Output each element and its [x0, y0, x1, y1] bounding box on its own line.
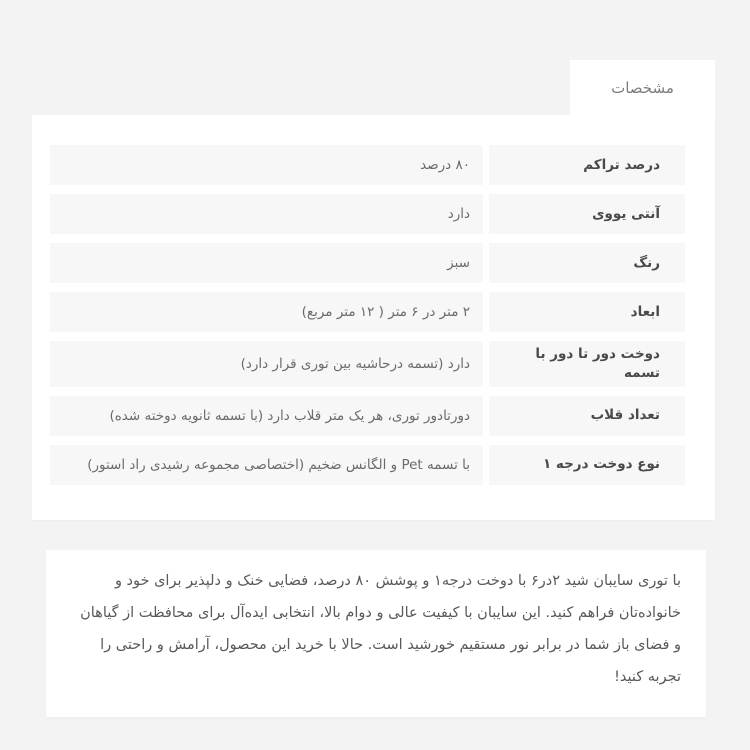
spec-label-dimensions: ابعاد: [489, 292, 685, 332]
spec-value-anti-uv: دارد: [50, 194, 483, 234]
product-description-text: با توری سایبان شید ۲در۶ با دوخت درجه۱ و پوشش ۸۰ درصد، فضایی خنک و دلپذیر برای خود و خانواده‌تان فراهم کنید. این سایبان با کیفیت عالی و دوام بالا، انتخابی ایده‌آل برای محافظت از گیاهان و فضای باز شما در برابر نور مستقیم خورشید است. حالا با خرید این محصول، آرامش و راحتی را تجربه کنید!: [80, 573, 681, 685]
spec-label-anti-uv: آنتی یووی: [489, 194, 685, 234]
spec-label-color: رنگ: [489, 243, 685, 283]
spec-value-density: ۸۰ درصد: [50, 145, 483, 185]
spec-value-dimensions: ۲ متر در ۶ متر ( ۱۲ متر مربع): [50, 292, 483, 332]
spec-value-color: سبز: [50, 243, 483, 283]
table-row: [50, 243, 685, 283]
table-row: [50, 292, 685, 332]
spec-label-stitching-strap: دوخت دور تا دور با تسمه: [489, 341, 685, 387]
tab-specifications[interactable]: [570, 60, 715, 115]
table-row: [50, 145, 685, 185]
spec-value-stitching-strap: دارد (تسمه درحاشیه بین توری قرار دارد): [50, 341, 483, 387]
specifications-card: [32, 115, 715, 520]
spec-value-hook-count: دورتادور توری، هر یک متر قلاب دارد (با تسمه ثانویه دوخته شده): [50, 396, 483, 436]
product-description-card: [46, 550, 706, 717]
table-row: [50, 445, 685, 485]
spec-label-stitch-type: نوع دوخت درجه ۱: [489, 445, 685, 485]
tab-specifications-label: مشخصات: [611, 78, 674, 97]
spec-value-stitch-type: با تسمه Pet و الگانس ضخیم (اختصاصی مجموعه رشیدی راد استور): [50, 445, 483, 485]
spec-label-density: درصد تراکم: [489, 145, 685, 185]
spec-label-hook-count: تعداد قلاب: [489, 396, 685, 436]
table-row: [50, 194, 685, 234]
table-row: [50, 396, 685, 436]
table-row: [50, 341, 685, 387]
